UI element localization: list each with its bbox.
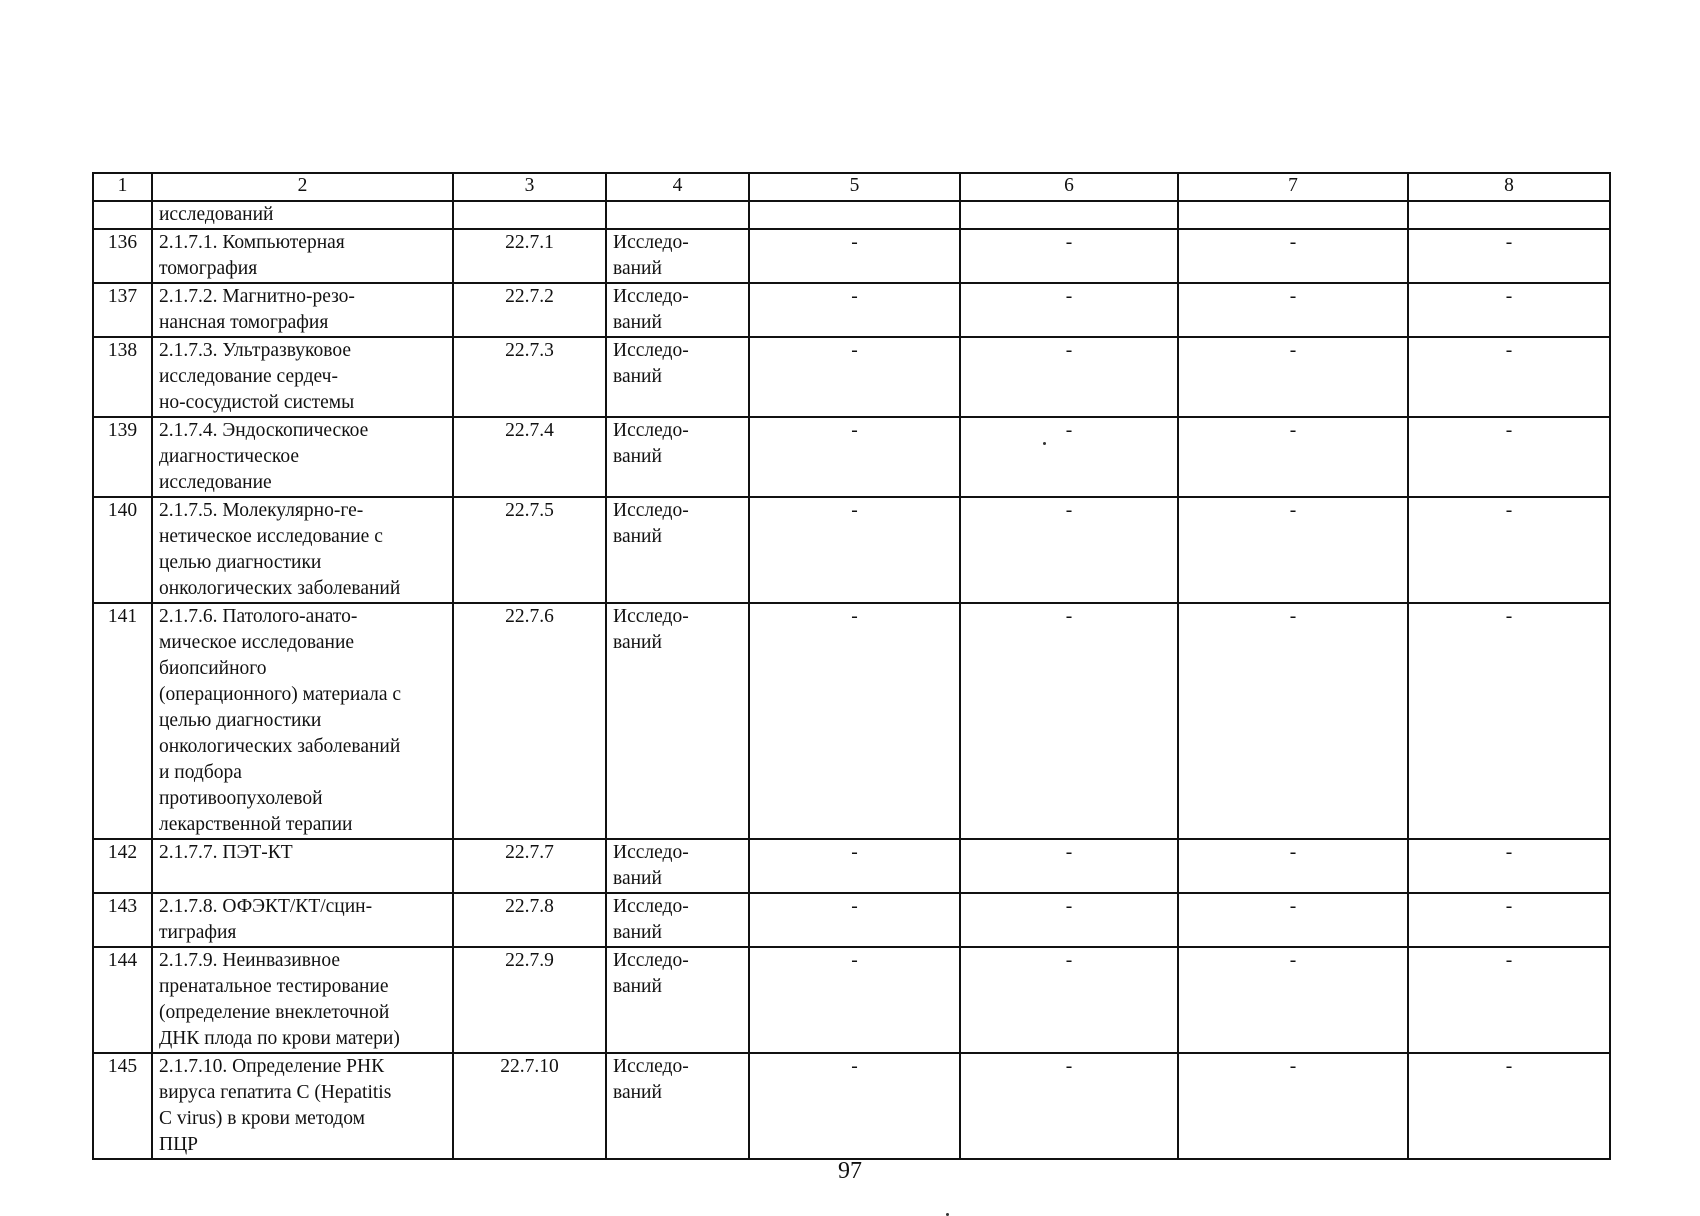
table-row — [93, 497, 1610, 603]
row-unit: Исследо- ваний — [606, 283, 749, 337]
table-body — [93, 201, 1610, 1159]
table-row — [93, 417, 1610, 497]
row-col7: - — [1178, 417, 1408, 497]
row-name: 2.1.7.6. Патолого-анато- мическое исследование биопсийного (операционного) материала с целью диагностики онкологических заболеваний и подбора противоопухолевой лекарственной терапии — [152, 603, 453, 839]
row-col6: - — [960, 497, 1178, 603]
row-col8: - — [1408, 283, 1610, 337]
row-number: 143 — [93, 893, 152, 947]
row-col8: - — [1408, 893, 1610, 947]
row-code: 22.7.3 — [453, 337, 606, 417]
row-col8: - — [1408, 497, 1610, 603]
column-header: 8 — [1408, 173, 1610, 201]
column-header: 2 — [152, 173, 453, 201]
row-col7: - — [1178, 229, 1408, 283]
row-unit: Исследо- ваний — [606, 947, 749, 1053]
row-code: 22.7.10 — [453, 1053, 606, 1159]
row-col6: - — [960, 229, 1178, 283]
row-name: 2.1.7.2. Магнитно-резо- нансная томография — [152, 283, 453, 337]
row-name: 2.1.7.10. Определение РНК вируса гепатита C (Hepatitis C virus) в крови методом ПЦР — [152, 1053, 453, 1159]
row-col6: - — [960, 893, 1178, 947]
row-col7: - — [1178, 839, 1408, 893]
row-code: 22.7.4 — [453, 417, 606, 497]
row-col6: - — [960, 417, 1178, 497]
row-col7: - — [1178, 283, 1408, 337]
table-cell — [606, 201, 749, 229]
row-number: 136 — [93, 229, 152, 283]
row-unit: Исследо- ваний — [606, 417, 749, 497]
row-col8: - — [1408, 229, 1610, 283]
column-header: 6 — [960, 173, 1178, 201]
row-col7: - — [1178, 497, 1408, 603]
row-col7: - — [1178, 337, 1408, 417]
row-col8: - — [1408, 417, 1610, 497]
table-row — [93, 229, 1610, 283]
row-col6: - — [960, 1053, 1178, 1159]
row-col5: - — [749, 497, 960, 603]
row-name: 2.1.7.7. ПЭТ-КТ — [152, 839, 453, 893]
row-code: 22.7.8 — [453, 893, 606, 947]
row-col6: - — [960, 603, 1178, 839]
table-row — [93, 283, 1610, 337]
row-code: 22.7.6 — [453, 603, 606, 839]
row-number: 137 — [93, 283, 152, 337]
table-row — [93, 1053, 1610, 1159]
row-name: 2.1.7.8. ОФЭКТ/КТ/сцин- тиграфия — [152, 893, 453, 947]
continuation-text: исследований — [152, 201, 453, 229]
row-col8: - — [1408, 839, 1610, 893]
row-col5: - — [749, 283, 960, 337]
row-name: 2.1.7.3. Ультразвуковое исследование сердеч- но-сосудистой системы — [152, 337, 453, 417]
row-name: 2.1.7.4. Эндоскопическое диагностическое исследование — [152, 417, 453, 497]
column-number-row — [93, 173, 1610, 201]
scan-speck — [1043, 442, 1046, 445]
row-number: 141 — [93, 603, 152, 839]
column-header: 3 — [453, 173, 606, 201]
row-number: 140 — [93, 497, 152, 603]
row-number: 144 — [93, 947, 152, 1053]
row-col8: - — [1408, 947, 1610, 1053]
table-row — [93, 603, 1610, 839]
table-row — [93, 839, 1610, 893]
continuation-row — [93, 201, 1610, 229]
table-row — [93, 337, 1610, 417]
data-table — [92, 172, 1611, 1160]
row-col5: - — [749, 229, 960, 283]
row-number: 145 — [93, 1053, 152, 1159]
row-col5: - — [749, 337, 960, 417]
table-row — [93, 893, 1610, 947]
row-code: 22.7.1 — [453, 229, 606, 283]
row-number: 138 — [93, 337, 152, 417]
table-cell — [453, 201, 606, 229]
row-col8: - — [1408, 603, 1610, 839]
row-col7: - — [1178, 1053, 1408, 1159]
row-col6: - — [960, 337, 1178, 417]
row-col5: - — [749, 417, 960, 497]
row-col6: - — [960, 839, 1178, 893]
row-unit: Исследо- ваний — [606, 337, 749, 417]
row-code: 22.7.7 — [453, 839, 606, 893]
column-header: 4 — [606, 173, 749, 201]
row-name: 2.1.7.5. Молекулярно-ге- нетическое исследование с целью диагностики онкологических заболеваний — [152, 497, 453, 603]
row-name: 2.1.7.1. Компьютерная томография — [152, 229, 453, 283]
row-col7: - — [1178, 893, 1408, 947]
row-number: 142 — [93, 839, 152, 893]
row-col8: - — [1408, 1053, 1610, 1159]
row-col5: - — [749, 603, 960, 839]
column-header: 1 — [93, 173, 152, 201]
column-header: 5 — [749, 173, 960, 201]
table-cell — [1408, 201, 1610, 229]
row-code: 22.7.5 — [453, 497, 606, 603]
row-col5: - — [749, 947, 960, 1053]
row-col8: - — [1408, 337, 1610, 417]
row-number: 139 — [93, 417, 152, 497]
row-col7: - — [1178, 947, 1408, 1053]
table-row — [93, 947, 1610, 1053]
row-name: 2.1.7.9. Неинвазивное пренатальное тестирование (определение внеклеточной ДНК плода по крови матери) — [152, 947, 453, 1053]
table-cell — [93, 201, 152, 229]
row-col5: - — [749, 1053, 960, 1159]
row-unit: Исследо- ваний — [606, 893, 749, 947]
row-code: 22.7.2 — [453, 283, 606, 337]
row-col5: - — [749, 839, 960, 893]
row-unit: Исследо- ваний — [606, 603, 749, 839]
row-code: 22.7.9 — [453, 947, 606, 1053]
table-cell — [1178, 201, 1408, 229]
row-col6: - — [960, 283, 1178, 337]
row-unit: Исследо- ваний — [606, 497, 749, 603]
row-col7: - — [1178, 603, 1408, 839]
page-number: 97 — [838, 1158, 862, 1184]
table-cell — [749, 201, 960, 229]
column-header: 7 — [1178, 173, 1408, 201]
row-unit: Исследо- ваний — [606, 229, 749, 283]
row-unit: Исследо- ваний — [606, 1053, 749, 1159]
row-unit: Исследо- ваний — [606, 839, 749, 893]
table-cell — [960, 201, 1178, 229]
row-col6: - — [960, 947, 1178, 1053]
row-col5: - — [749, 893, 960, 947]
